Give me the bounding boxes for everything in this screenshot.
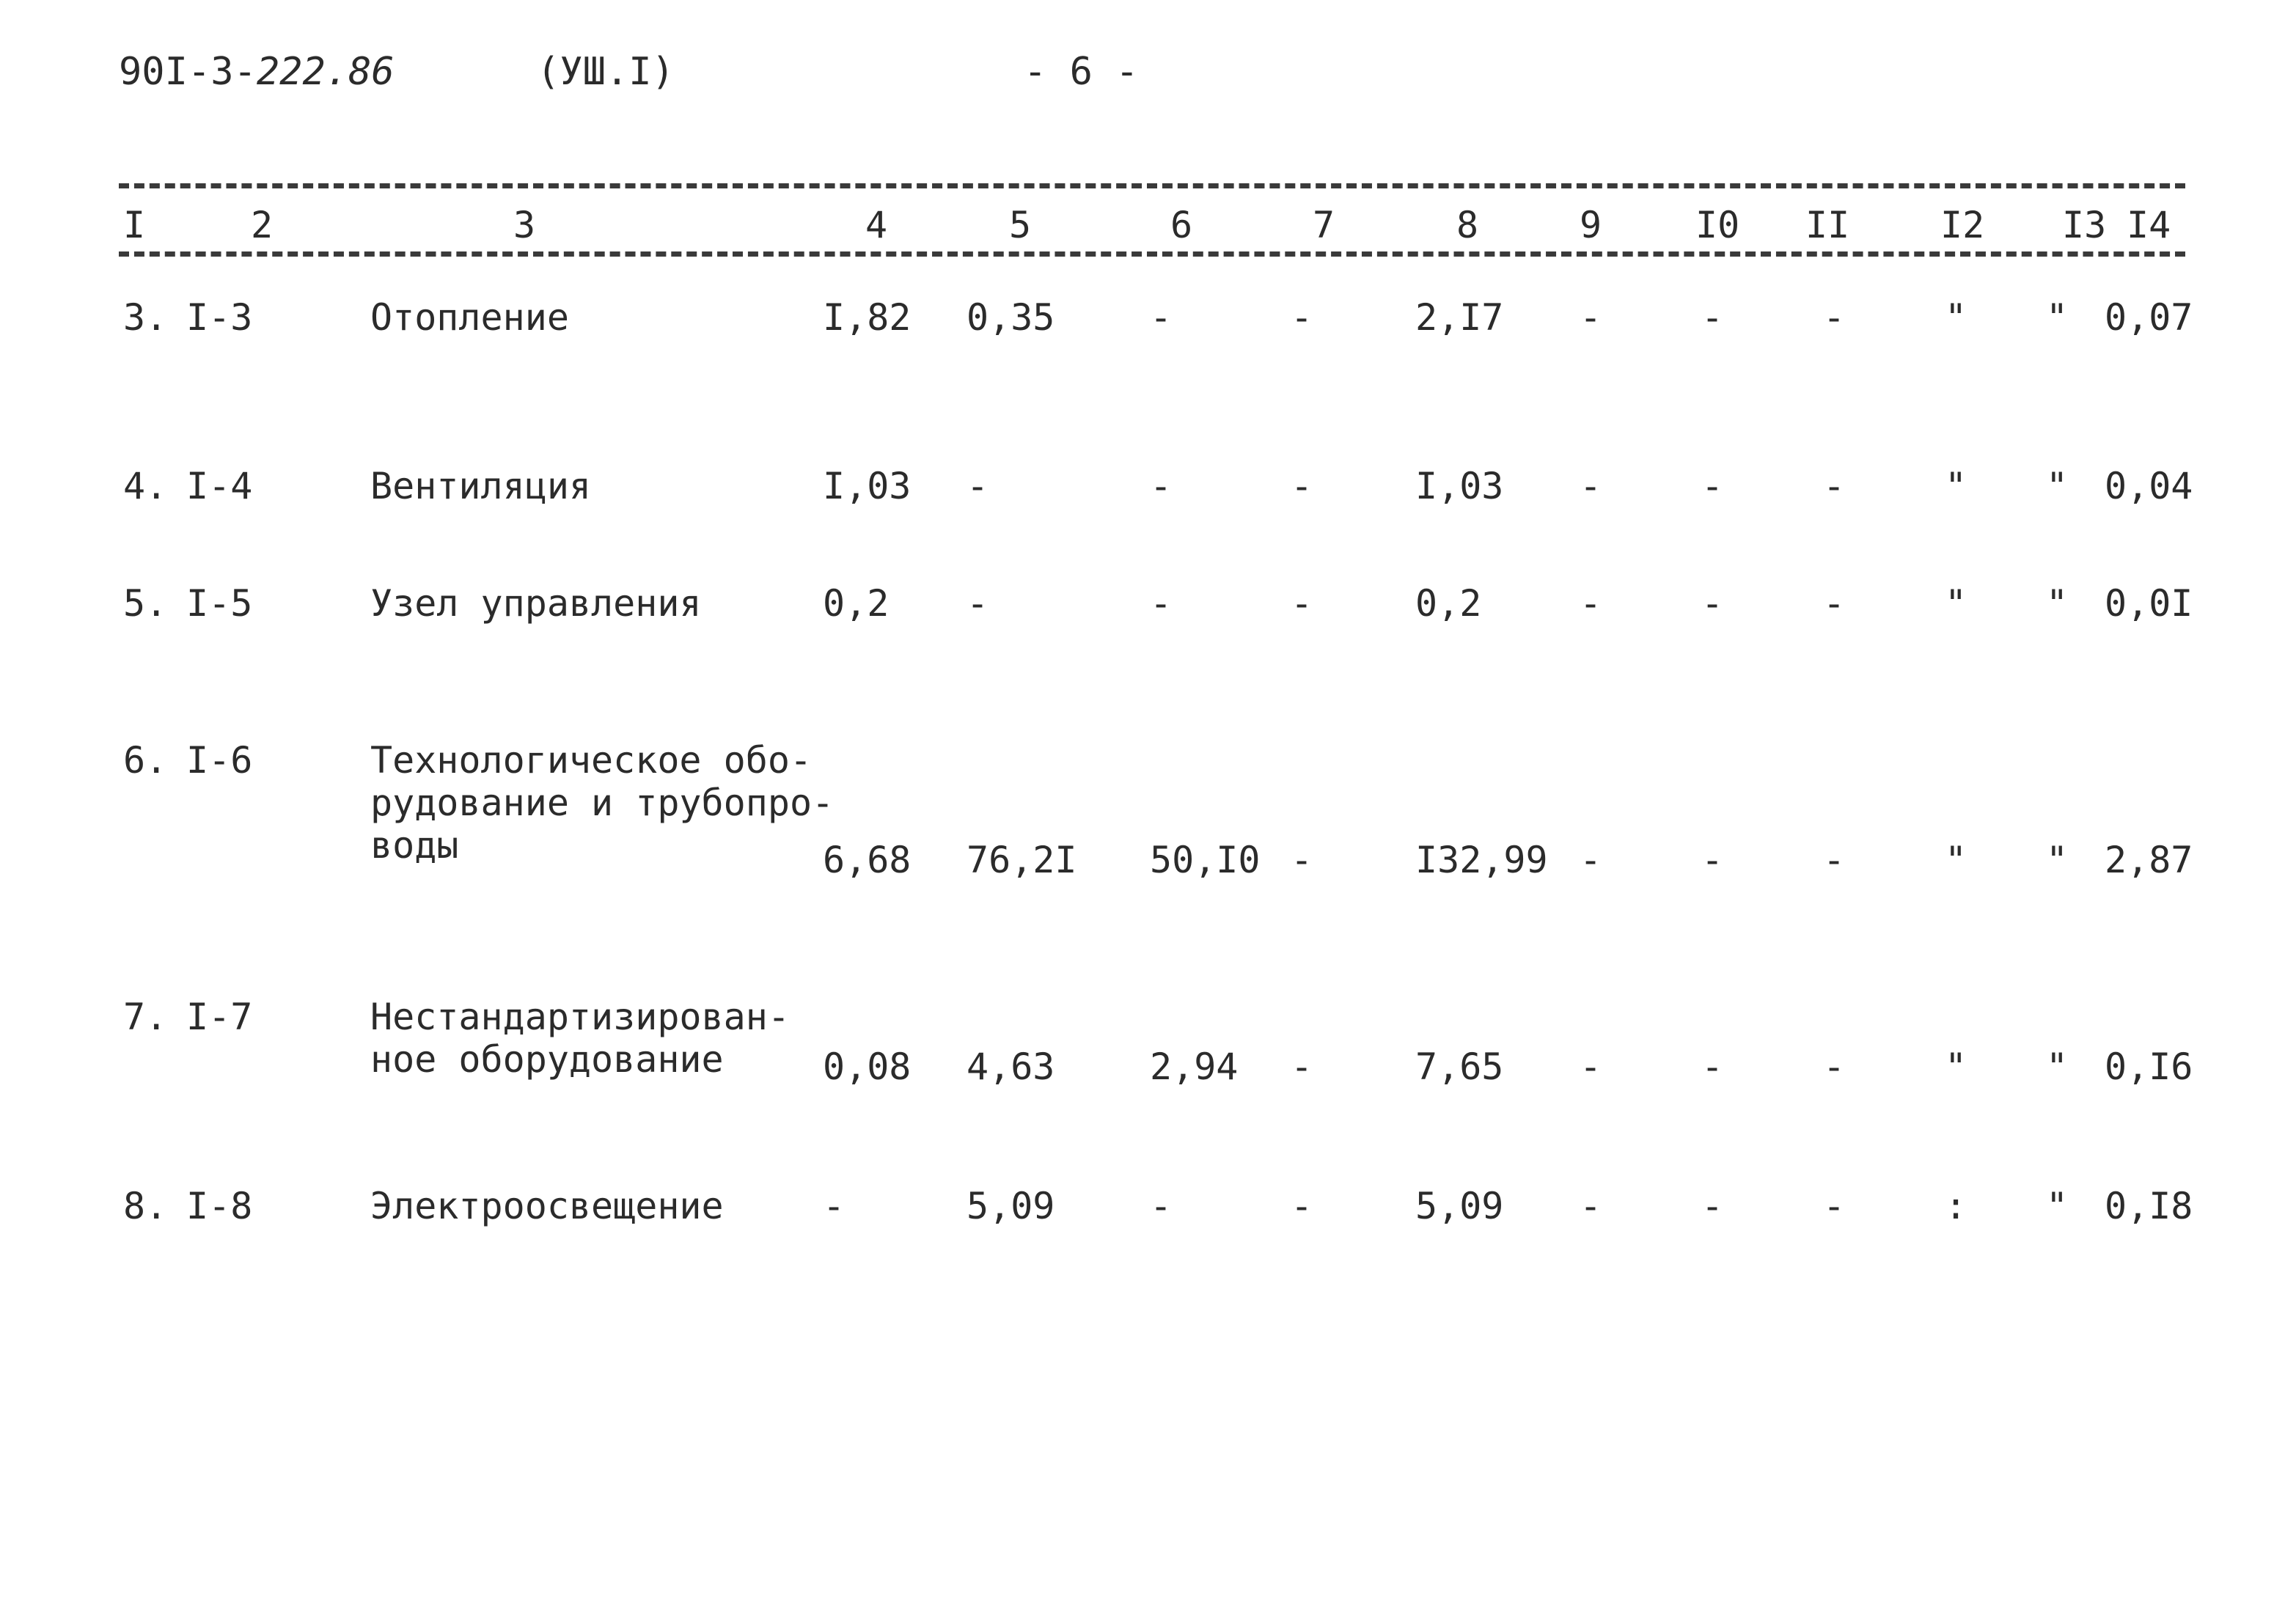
cell-col-10: -: [1701, 582, 1724, 625]
cell-col-7: -: [1291, 839, 1313, 881]
section-number: (УШ.I): [537, 50, 675, 94]
cell-col-6: -: [1150, 465, 1173, 507]
cell-col-5: 5,09: [967, 1185, 1055, 1227]
column-number: 7: [1313, 204, 1335, 246]
row-code: I-3: [186, 296, 253, 339]
cell-col-4: 0,08: [823, 1046, 912, 1088]
column-number: 9: [1580, 204, 1602, 246]
cell-col-5: -: [967, 582, 989, 625]
cell-col-13: ": [2046, 1046, 2069, 1088]
cell-col-13: ": [2046, 296, 2069, 339]
document-code-suffix: 222.86: [256, 50, 395, 94]
cell-col-9: -: [1580, 1046, 1602, 1088]
row-code: I-7: [186, 996, 253, 1038]
cell-col-6: -: [1150, 582, 1173, 625]
cell-col-11: -: [1823, 582, 1846, 625]
cell-col-5: -: [967, 465, 989, 507]
cell-col-5: 0,35: [967, 296, 1055, 339]
cell-col-8: I32,99: [1415, 839, 1548, 881]
row-name: Отопление: [370, 296, 569, 339]
column-number: 3: [513, 204, 536, 246]
document-code: [119, 50, 395, 94]
column-number: I0: [1695, 204, 1740, 246]
cell-col-10: -: [1701, 839, 1724, 881]
cell-col-9: -: [1580, 465, 1602, 507]
column-number: I: [123, 204, 146, 246]
cell-col-6: 50,I0: [1150, 839, 1261, 881]
cell-col-12: :: [1945, 1185, 1967, 1227]
cell-col-8: I,03: [1415, 465, 1504, 507]
cell-col-6: 2,94: [1150, 1046, 1239, 1088]
cell-col-13: ": [2046, 839, 2069, 881]
row-number: 4.: [123, 465, 168, 507]
cell-col-7: -: [1291, 1046, 1313, 1088]
column-number: 6: [1170, 204, 1193, 246]
cell-col-14: 0,I8: [2105, 1185, 2193, 1227]
column-number: 4: [865, 204, 888, 246]
cell-col-13: ": [2046, 465, 2069, 507]
row-code: I-4: [186, 465, 253, 507]
cell-col-12: ": [1945, 296, 1967, 339]
cell-col-10: -: [1701, 1185, 1724, 1227]
cell-col-9: -: [1580, 839, 1602, 881]
column-number: II: [1805, 204, 1850, 246]
page-number: - 6 -: [1024, 50, 1139, 94]
row-number: 8.: [123, 1185, 168, 1227]
row-number: 5.: [123, 582, 168, 625]
cell-col-5: 4,63: [967, 1046, 1055, 1088]
cell-col-11: -: [1823, 465, 1846, 507]
cell-col-12: ": [1945, 1046, 1967, 1088]
cell-col-14: 2,87: [2105, 839, 2193, 881]
column-number: I2: [1940, 204, 1985, 246]
row-number: 3.: [123, 296, 168, 339]
cell-col-11: -: [1823, 839, 1846, 881]
row-name: Вентиляция: [370, 465, 592, 507]
cell-col-14: 0,04: [2105, 465, 2193, 507]
row-number: 6.: [123, 739, 168, 782]
column-number: I4: [2127, 204, 2171, 246]
row-code: I-5: [186, 582, 253, 625]
cell-col-14: 0,0I: [2105, 582, 2193, 625]
cell-col-12: ": [1945, 582, 1967, 625]
column-number: 8: [1456, 204, 1479, 246]
column-number: 5: [1009, 204, 1032, 246]
column-number: I3: [2062, 204, 2107, 246]
cell-col-7: -: [1291, 465, 1313, 507]
column-number-header: [0, 204, 2296, 251]
row-number: 7.: [123, 996, 168, 1038]
cell-col-4: -: [823, 1185, 846, 1227]
row-name: Технологическое обо- рудование и трубопро- воды: [370, 739, 835, 867]
table-header-rule: [119, 251, 2185, 257]
cell-col-9: -: [1580, 582, 1602, 625]
cell-col-4: I,03: [823, 465, 912, 507]
cell-col-7: -: [1291, 296, 1313, 339]
cell-col-13: ": [2046, 582, 2069, 625]
cell-col-8: 5,09: [1415, 1185, 1504, 1227]
column-number: 2: [251, 204, 274, 246]
cell-col-10: -: [1701, 1046, 1724, 1088]
cell-col-6: -: [1150, 296, 1173, 339]
cell-col-9: -: [1580, 296, 1602, 339]
row-code: I-8: [186, 1185, 253, 1227]
cell-col-11: -: [1823, 296, 1846, 339]
cell-col-6: -: [1150, 1185, 1173, 1227]
row-name: Электроосвещение: [370, 1185, 724, 1227]
cell-col-9: -: [1580, 1185, 1602, 1227]
cell-col-10: -: [1701, 465, 1724, 507]
document-code-prefix: 90I-3-: [119, 50, 257, 94]
row-name: Узел управления: [370, 582, 702, 625]
cell-col-12: ": [1945, 465, 1967, 507]
table-top-rule: [119, 183, 2185, 188]
cell-col-11: -: [1823, 1185, 1846, 1227]
cell-col-10: -: [1701, 296, 1724, 339]
cell-col-13: ": [2046, 1185, 2069, 1227]
cell-col-12: ": [1945, 839, 1967, 881]
cell-col-14: 0,I6: [2105, 1046, 2193, 1088]
cell-col-7: -: [1291, 582, 1313, 625]
row-name: Нестандартизирован- ное оборудование: [370, 996, 790, 1081]
cell-col-7: -: [1291, 1185, 1313, 1227]
cell-col-4: 0,2: [823, 582, 890, 625]
cell-col-5: 76,2I: [967, 839, 1077, 881]
cell-col-4: 6,68: [823, 839, 912, 881]
cell-col-8: 0,2: [1415, 582, 1482, 625]
cell-col-8: 2,I7: [1415, 296, 1504, 339]
row-code: I-6: [186, 739, 253, 782]
cell-col-8: 7,65: [1415, 1046, 1504, 1088]
cell-col-14: 0,07: [2105, 296, 2193, 339]
cell-col-4: I,82: [823, 296, 912, 339]
cell-col-11: -: [1823, 1046, 1846, 1088]
